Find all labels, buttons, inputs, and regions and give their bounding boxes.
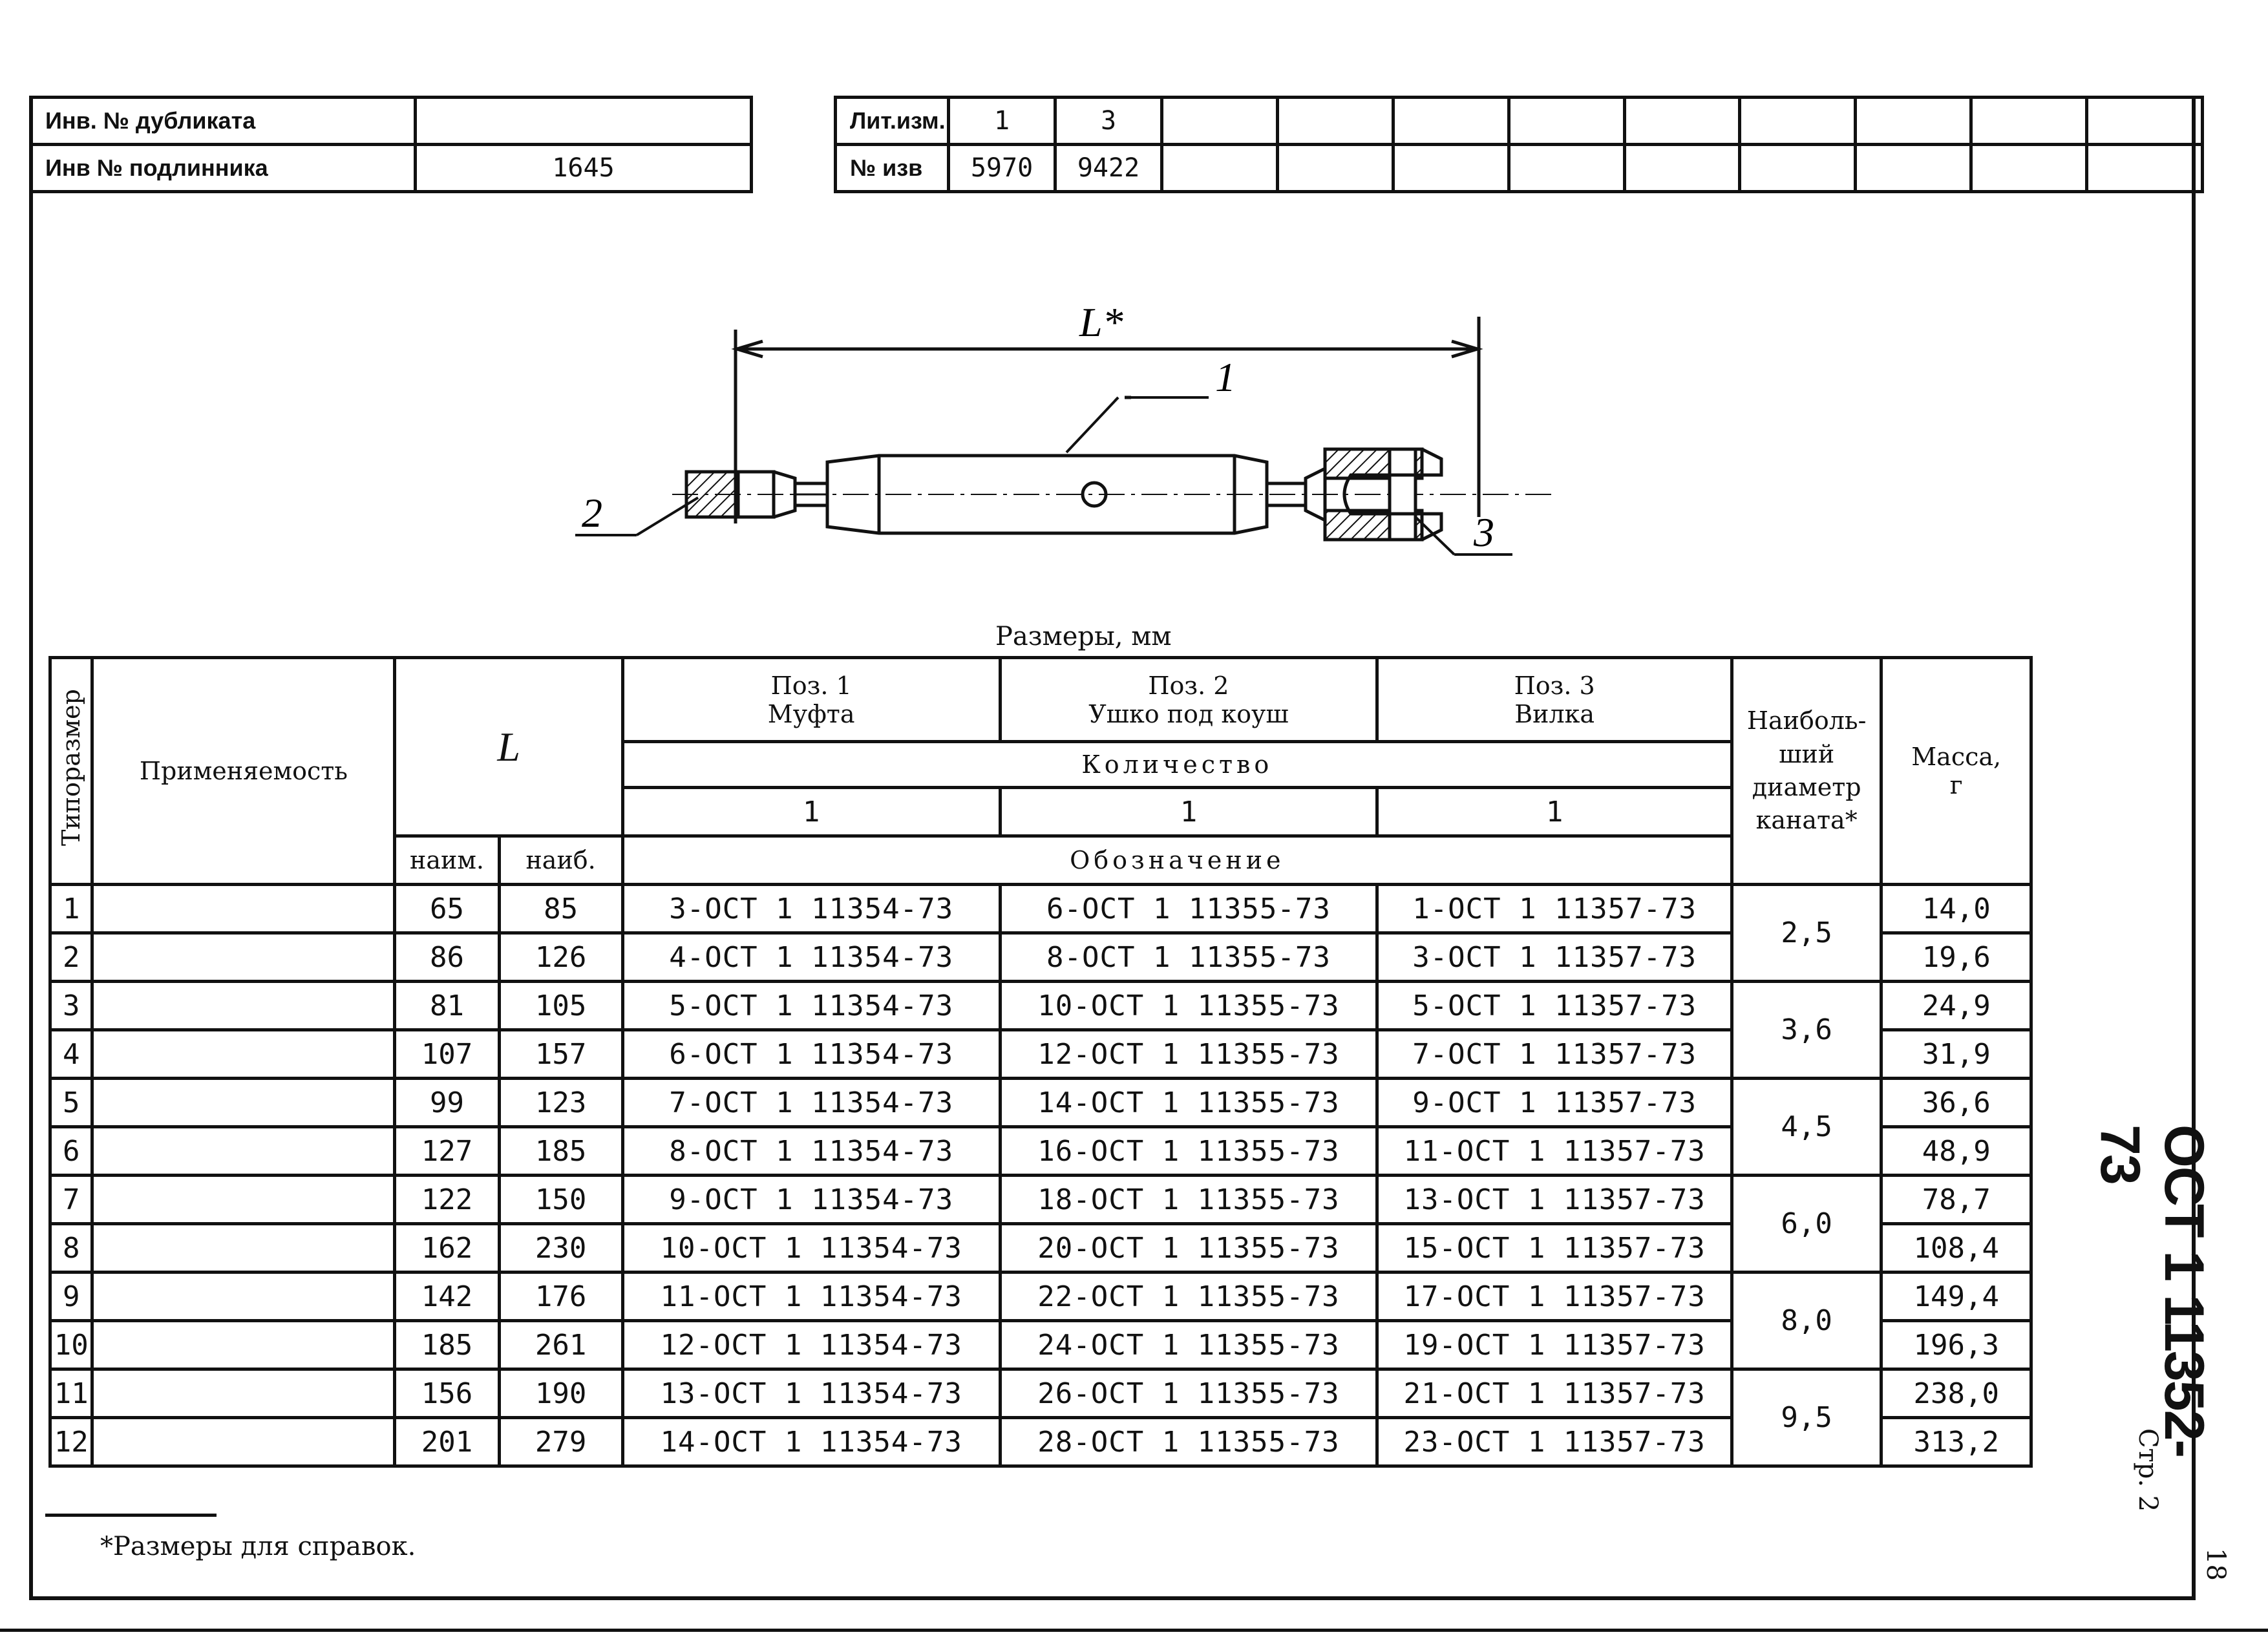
row-pos3-code: 23-ОСТ 1 11357-73 [1377, 1418, 1732, 1466]
row-L-max: 190 [499, 1369, 622, 1418]
row-pos3-code: 3-ОСТ 1 11357-73 [1377, 933, 1732, 982]
bottom-border-line [0, 1629, 2268, 1632]
row-L-max: 105 [499, 982, 622, 1030]
row-L-max: 126 [499, 933, 622, 982]
row-pos2-code: 22-ОСТ 1 11355-73 [1000, 1273, 1377, 1321]
row-applicability [92, 933, 395, 982]
row-applicability [92, 1369, 395, 1418]
lit-izm-label: Лит.изм. [836, 98, 949, 145]
header-diameter: Наиболь-ший диаметр каната* [1732, 658, 1881, 885]
row-L-max: 157 [499, 1030, 622, 1079]
header-pos1 [622, 658, 1000, 742]
header-quantity: Количество [622, 742, 1732, 788]
row-L-min: 156 [395, 1369, 499, 1418]
row-L-min: 185 [395, 1321, 499, 1369]
header-pos2 [1000, 658, 1377, 742]
row-pos2-code: 14-ОСТ 1 11355-73 [1000, 1079, 1377, 1127]
header-pos1-num: Поз. 1 [770, 671, 852, 700]
row-pos3-code: 9-ОСТ 1 11357-73 [1377, 1079, 1732, 1127]
row-number: 9 [50, 1273, 92, 1321]
header-naim: наим. [395, 836, 499, 885]
row-applicability [92, 1079, 395, 1127]
row-pos3-code: 21-ОСТ 1 11357-73 [1377, 1369, 1732, 1418]
row-number: 1 [50, 885, 92, 933]
row-pos3-code: 19-ОСТ 1 11357-73 [1377, 1321, 1732, 1369]
header-qty-pos1: 1 [622, 788, 1000, 836]
row-mass: 36,6 [1881, 1079, 2031, 1127]
header-pos2-name: Ушко под коуш [1088, 699, 1289, 728]
row-pos1-code: 4-ОСТ 1 11354-73 [622, 933, 1000, 982]
row-number: 12 [50, 1418, 92, 1466]
position-1-label: 1 [1215, 354, 1236, 400]
header-qty-pos3: 1 [1377, 788, 1732, 836]
row-number: 7 [50, 1176, 92, 1224]
inv-original-value: 1645 [416, 145, 752, 192]
row-pos1-code: 6-ОСТ 1 11354-73 [622, 1030, 1000, 1079]
row-mass: 31,9 [1881, 1030, 2031, 1079]
dimension-label: L* [1079, 299, 1123, 345]
izv-value-1: 5970 [949, 145, 1055, 192]
row-L-min: 142 [395, 1273, 499, 1321]
row-L-min: 86 [395, 933, 499, 982]
row-number: 5 [50, 1079, 92, 1127]
header-pos2-num: Поз. 2 [1148, 671, 1229, 700]
row-pos1-code: 11-ОСТ 1 11354-73 [622, 1273, 1000, 1321]
row-pos2-code: 10-ОСТ 1 11355-73 [1000, 982, 1377, 1030]
header-tiporazmer-text: Типоразмер [57, 689, 86, 846]
turnbuckle-drawing [549, 278, 1648, 588]
izv-value-2: 9422 [1055, 145, 1162, 192]
row-number: 8 [50, 1224, 92, 1273]
row-diameter: 6,0 [1732, 1176, 1881, 1273]
row-pos1-code: 10-ОСТ 1 11354-73 [622, 1224, 1000, 1273]
row-mass: 14,0 [1881, 885, 2031, 933]
row-pos2-code: 24-ОСТ 1 11355-73 [1000, 1321, 1377, 1369]
row-pos1-code: 9-ОСТ 1 11354-73 [622, 1176, 1000, 1224]
row-diameter: 9,5 [1732, 1369, 1881, 1466]
row-pos3-code: 1-ОСТ 1 11357-73 [1377, 885, 1732, 933]
row-mass: 78,7 [1881, 1176, 2031, 1224]
header-tiporazmer [50, 658, 92, 885]
header-pos3-name: Вилка [1514, 699, 1595, 728]
row-mass: 19,6 [1881, 933, 2031, 982]
row-applicability [92, 1418, 395, 1466]
row-pos1-code: 7-ОСТ 1 11354-73 [622, 1079, 1000, 1127]
row-number: 6 [50, 1127, 92, 1176]
row-mass: 313,2 [1881, 1418, 2031, 1466]
footnote-rule [45, 1514, 217, 1517]
row-pos2-code: 20-ОСТ 1 11355-73 [1000, 1224, 1377, 1273]
row-applicability [92, 1224, 395, 1273]
standard-code-text: ОСТ 1 11352-73 [2089, 1125, 2215, 1457]
table-caption: Размеры, мм [995, 622, 1172, 651]
row-mass: 149,4 [1881, 1273, 2031, 1321]
row-L-max: 123 [499, 1079, 622, 1127]
header-qty-pos2: 1 [1000, 788, 1377, 836]
row-applicability [92, 885, 395, 933]
row-L-min: 107 [395, 1030, 499, 1079]
row-pos1-code: 13-ОСТ 1 11354-73 [622, 1369, 1000, 1418]
row-applicability [92, 1321, 395, 1369]
row-pos1-code: 5-ОСТ 1 11354-73 [622, 982, 1000, 1030]
row-L-max: 279 [499, 1418, 622, 1466]
row-mass: 108,4 [1881, 1224, 2031, 1273]
sheet-number: 18 [2201, 1548, 2231, 1581]
lit-value-1: 1 [949, 98, 1055, 145]
row-pos3-code: 11-ОСТ 1 11357-73 [1377, 1127, 1732, 1176]
header-L: L [395, 658, 622, 836]
row-pos3-code: 13-ОСТ 1 11357-73 [1377, 1176, 1732, 1224]
header-pos3 [1377, 658, 1732, 742]
row-pos2-code: 28-ОСТ 1 11355-73 [1000, 1418, 1377, 1466]
row-mass: 48,9 [1881, 1127, 2031, 1176]
row-L-max: 85 [499, 885, 622, 933]
row-L-min: 162 [395, 1224, 499, 1273]
row-number: 11 [50, 1369, 92, 1418]
row-number: 4 [50, 1030, 92, 1079]
row-L-max: 176 [499, 1273, 622, 1321]
row-L-max: 230 [499, 1224, 622, 1273]
row-diameter: 2,5 [1732, 885, 1881, 982]
row-L-min: 65 [395, 885, 499, 933]
row-pos3-code: 15-ОСТ 1 11357-73 [1377, 1224, 1732, 1273]
dimensions-table [48, 656, 2033, 1468]
lit-value-2: 3 [1055, 98, 1162, 145]
header-primenyaemost: Применяемость [92, 658, 395, 885]
row-mass: 238,0 [1881, 1369, 2031, 1418]
row-pos3-code: 17-ОСТ 1 11357-73 [1377, 1273, 1732, 1321]
row-pos2-code: 18-ОСТ 1 11355-73 [1000, 1176, 1377, 1224]
row-pos2-code: 26-ОСТ 1 11355-73 [1000, 1369, 1377, 1418]
row-pos3-code: 5-ОСТ 1 11357-73 [1377, 982, 1732, 1030]
row-L-max: 150 [499, 1176, 622, 1224]
row-applicability [92, 1176, 395, 1224]
header-naib: наиб. [499, 836, 622, 885]
row-diameter: 4,5 [1732, 1079, 1881, 1176]
row-applicability [92, 1127, 395, 1176]
row-diameter: 8,0 [1732, 1273, 1881, 1369]
header-pos1-name: Муфта [767, 699, 855, 728]
table-row [50, 1369, 2031, 1418]
row-applicability [92, 1030, 395, 1079]
table-row [50, 982, 2031, 1030]
row-pos1-code: 14-ОСТ 1 11354-73 [622, 1418, 1000, 1466]
row-L-min: 99 [395, 1079, 499, 1127]
row-diameter: 3,6 [1732, 982, 1881, 1079]
row-mass: 24,9 [1881, 982, 2031, 1030]
table-row [50, 1176, 2031, 1224]
row-L-min: 127 [395, 1127, 499, 1176]
footnote: *Размеры для справок. [100, 1532, 416, 1561]
row-L-max: 261 [499, 1321, 622, 1369]
table-row [50, 1273, 2031, 1321]
header-mass: Масса, г [1881, 658, 2031, 885]
row-L-min: 201 [395, 1418, 499, 1466]
table-row [50, 1079, 2031, 1127]
inv-duplicate-label: Инв. № дубликата [31, 98, 416, 145]
standard-code [2088, 1125, 2215, 1512]
row-pos2-code: 16-ОСТ 1 11355-73 [1000, 1127, 1377, 1176]
row-number: 3 [50, 982, 92, 1030]
row-pos2-code: 8-ОСТ 1 11355-73 [1000, 933, 1377, 982]
row-number: 2 [50, 933, 92, 982]
position-2-label: 2 [582, 490, 602, 536]
row-pos1-code: 3-ОСТ 1 11354-73 [622, 885, 1000, 933]
position-3-label: 3 [1474, 509, 1494, 555]
table-row [50, 885, 2031, 933]
row-pos1-code: 8-ОСТ 1 11354-73 [622, 1127, 1000, 1176]
row-pos2-code: 12-ОСТ 1 11355-73 [1000, 1030, 1377, 1079]
header-designation: Обозначение [622, 836, 1732, 885]
page-label: Стр. 2 [2133, 1428, 2163, 1512]
row-number: 10 [50, 1321, 92, 1369]
row-L-max: 185 [499, 1127, 622, 1176]
row-pos1-code: 12-ОСТ 1 11354-73 [622, 1321, 1000, 1369]
inv-original-label: Инв № подлинника [31, 145, 416, 192]
row-L-min: 81 [395, 982, 499, 1030]
header-pos3-num: Поз. 3 [1514, 671, 1595, 700]
row-mass: 196,3 [1881, 1321, 2031, 1369]
row-pos2-code: 6-ОСТ 1 11355-73 [1000, 885, 1377, 933]
row-applicability [92, 982, 395, 1030]
izv-label: № изв [836, 145, 949, 192]
row-L-min: 122 [395, 1176, 499, 1224]
row-pos3-code: 7-ОСТ 1 11357-73 [1377, 1030, 1732, 1079]
row-applicability [92, 1273, 395, 1321]
